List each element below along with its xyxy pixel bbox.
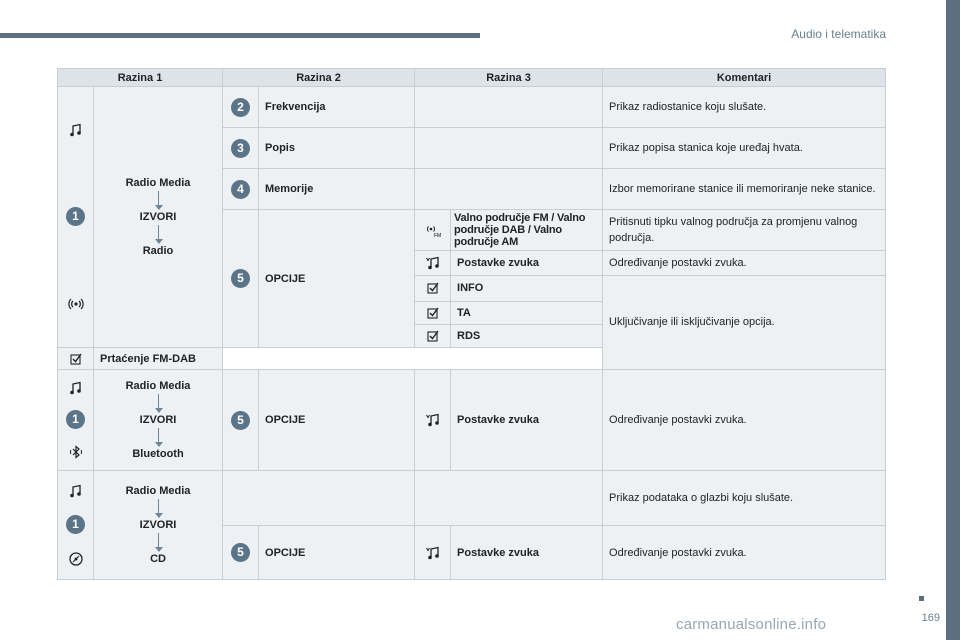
level3-icon-cell [415, 526, 451, 580]
level2-empty [223, 471, 415, 526]
step-badge: 5 [231, 269, 250, 288]
arrow-down-icon [158, 499, 159, 517]
chain-item: Radio Media [125, 485, 191, 497]
top-accent-bar [0, 33, 480, 38]
comment-cell: Izbor memorirane stanice ili memoriranje neke stanice. [603, 169, 886, 210]
right-edge-bar [946, 0, 960, 640]
level2-label: Frekvencija [259, 87, 415, 128]
level3-empty [415, 471, 603, 526]
table-header-row [58, 69, 886, 87]
level3-icon-cell [415, 325, 451, 348]
level2-label: Popis [259, 128, 415, 169]
comment-cell: Prikaz radiostanice koju slušate. [603, 87, 886, 128]
chain-item: Radio Media [125, 380, 191, 392]
level3-icon-cell [415, 302, 451, 325]
level3-icon-cell [415, 275, 451, 302]
level1-icons-bluetooth [58, 370, 94, 471]
level3-label: Postavke zvuka [451, 526, 603, 580]
step-badge: 5 [231, 543, 250, 562]
option-label: TA [451, 302, 603, 325]
sound-settings-icon [425, 412, 441, 428]
step-badge: 1 [66, 410, 85, 429]
column-header-level2: Razina 2 [223, 69, 415, 87]
fm-band-icon [425, 222, 441, 238]
music-note-icon [68, 380, 84, 396]
table-row [58, 87, 886, 128]
arrow-down-icon [158, 191, 159, 209]
checkbox-icon [425, 305, 441, 321]
level3-label: Postavke zvuka [451, 370, 603, 471]
checkbox-icon [425, 280, 441, 296]
level1-icons-cd [58, 471, 94, 580]
comment-cell: Prikaz popisa stanica koje uređaj hvata. [603, 128, 886, 169]
chain-item: Bluetooth [132, 448, 184, 460]
level2-number-cell [223, 169, 259, 210]
level1-chain-bluetooth [94, 370, 223, 471]
level2-number-cell [223, 210, 259, 348]
checkbox-icon [68, 351, 84, 367]
option-label: Prtaćenje FM-DAB [94, 348, 223, 370]
arrow-down-icon [158, 533, 159, 551]
level3-empty [415, 87, 603, 128]
option-label: RDS [451, 325, 603, 348]
checkbox-icon [425, 328, 441, 344]
menu-table [57, 68, 886, 580]
level3-icon-cell [58, 348, 94, 370]
level2-label: OPCIJE [259, 370, 415, 471]
step-badge: 3 [231, 139, 250, 158]
level3-empty [415, 169, 603, 210]
page-number: 169 [921, 612, 940, 624]
chain-item: Radio [142, 245, 174, 257]
section-title: Audio i telematika [791, 27, 886, 41]
level3-label: Postavke zvuka [451, 250, 603, 275]
comment-cell: Određivanje postavki zvuka. [603, 250, 886, 275]
level2-label: OPCIJE [259, 210, 415, 348]
arrow-down-icon [158, 428, 159, 446]
step-badge: 1 [66, 515, 85, 534]
chain-item: IZVORI [139, 211, 177, 223]
level3-icon-cell [415, 370, 451, 471]
level3-icon-cell [415, 250, 451, 275]
level2-label: OPCIJE [259, 526, 415, 580]
level1-chain-cd [94, 471, 223, 580]
sound-settings-icon [425, 255, 441, 271]
chain-item: Radio Media [125, 177, 191, 189]
level2-number-cell [223, 370, 259, 471]
step-badge: 4 [231, 180, 250, 199]
sound-settings-icon [425, 545, 441, 561]
level2-number-cell [223, 87, 259, 128]
table-row [58, 370, 886, 471]
arrow-down-icon [158, 394, 159, 412]
bluetooth-icon [68, 444, 84, 460]
step-badge: 2 [231, 98, 250, 117]
level1-chain-radio [94, 87, 223, 348]
music-note-icon [68, 122, 84, 138]
chain-item: IZVORI [139, 414, 177, 426]
table-row [58, 471, 886, 526]
radio-antenna-icon [68, 296, 84, 312]
arrow-down-icon [158, 225, 159, 243]
comment-cell: Određivanje postavki zvuka. [603, 526, 886, 580]
comment-cell: Prikaz podataka o glazbi koju slušate. [603, 471, 886, 526]
level2-number-cell [223, 526, 259, 580]
svg-text:FM: FM [433, 232, 441, 238]
cd-disc-icon [68, 551, 84, 567]
chain-item: CD [150, 553, 166, 565]
music-note-icon [68, 483, 84, 499]
step-badge: 1 [66, 207, 85, 226]
level1-icons-radio [58, 87, 94, 348]
level3-empty [415, 128, 603, 169]
page-dot [919, 596, 924, 601]
level2-label: Memorije [259, 169, 415, 210]
comment-cell: Pritisnuti tipku valnog područja za promjenu valnog područja. [603, 210, 886, 251]
comment-cell: Uključivanje ili isključivanje opcija. [603, 275, 886, 370]
watermark: carmanualsonline.info [676, 616, 827, 633]
chain-item: IZVORI [139, 519, 177, 531]
comment-cell: Određivanje postavki zvuka. [603, 370, 886, 471]
option-label: INFO [451, 275, 603, 302]
step-badge: 5 [231, 411, 250, 430]
level2-number-cell [223, 128, 259, 169]
band-label: Valno područje FM / Valno područje DAB / Valno područje AM [451, 210, 603, 251]
column-header-level1: Razina 1 [58, 69, 223, 87]
column-header-comments: Komentari [603, 69, 886, 87]
column-header-level3: Razina 3 [415, 69, 603, 87]
level3-icon-cell [415, 210, 451, 251]
